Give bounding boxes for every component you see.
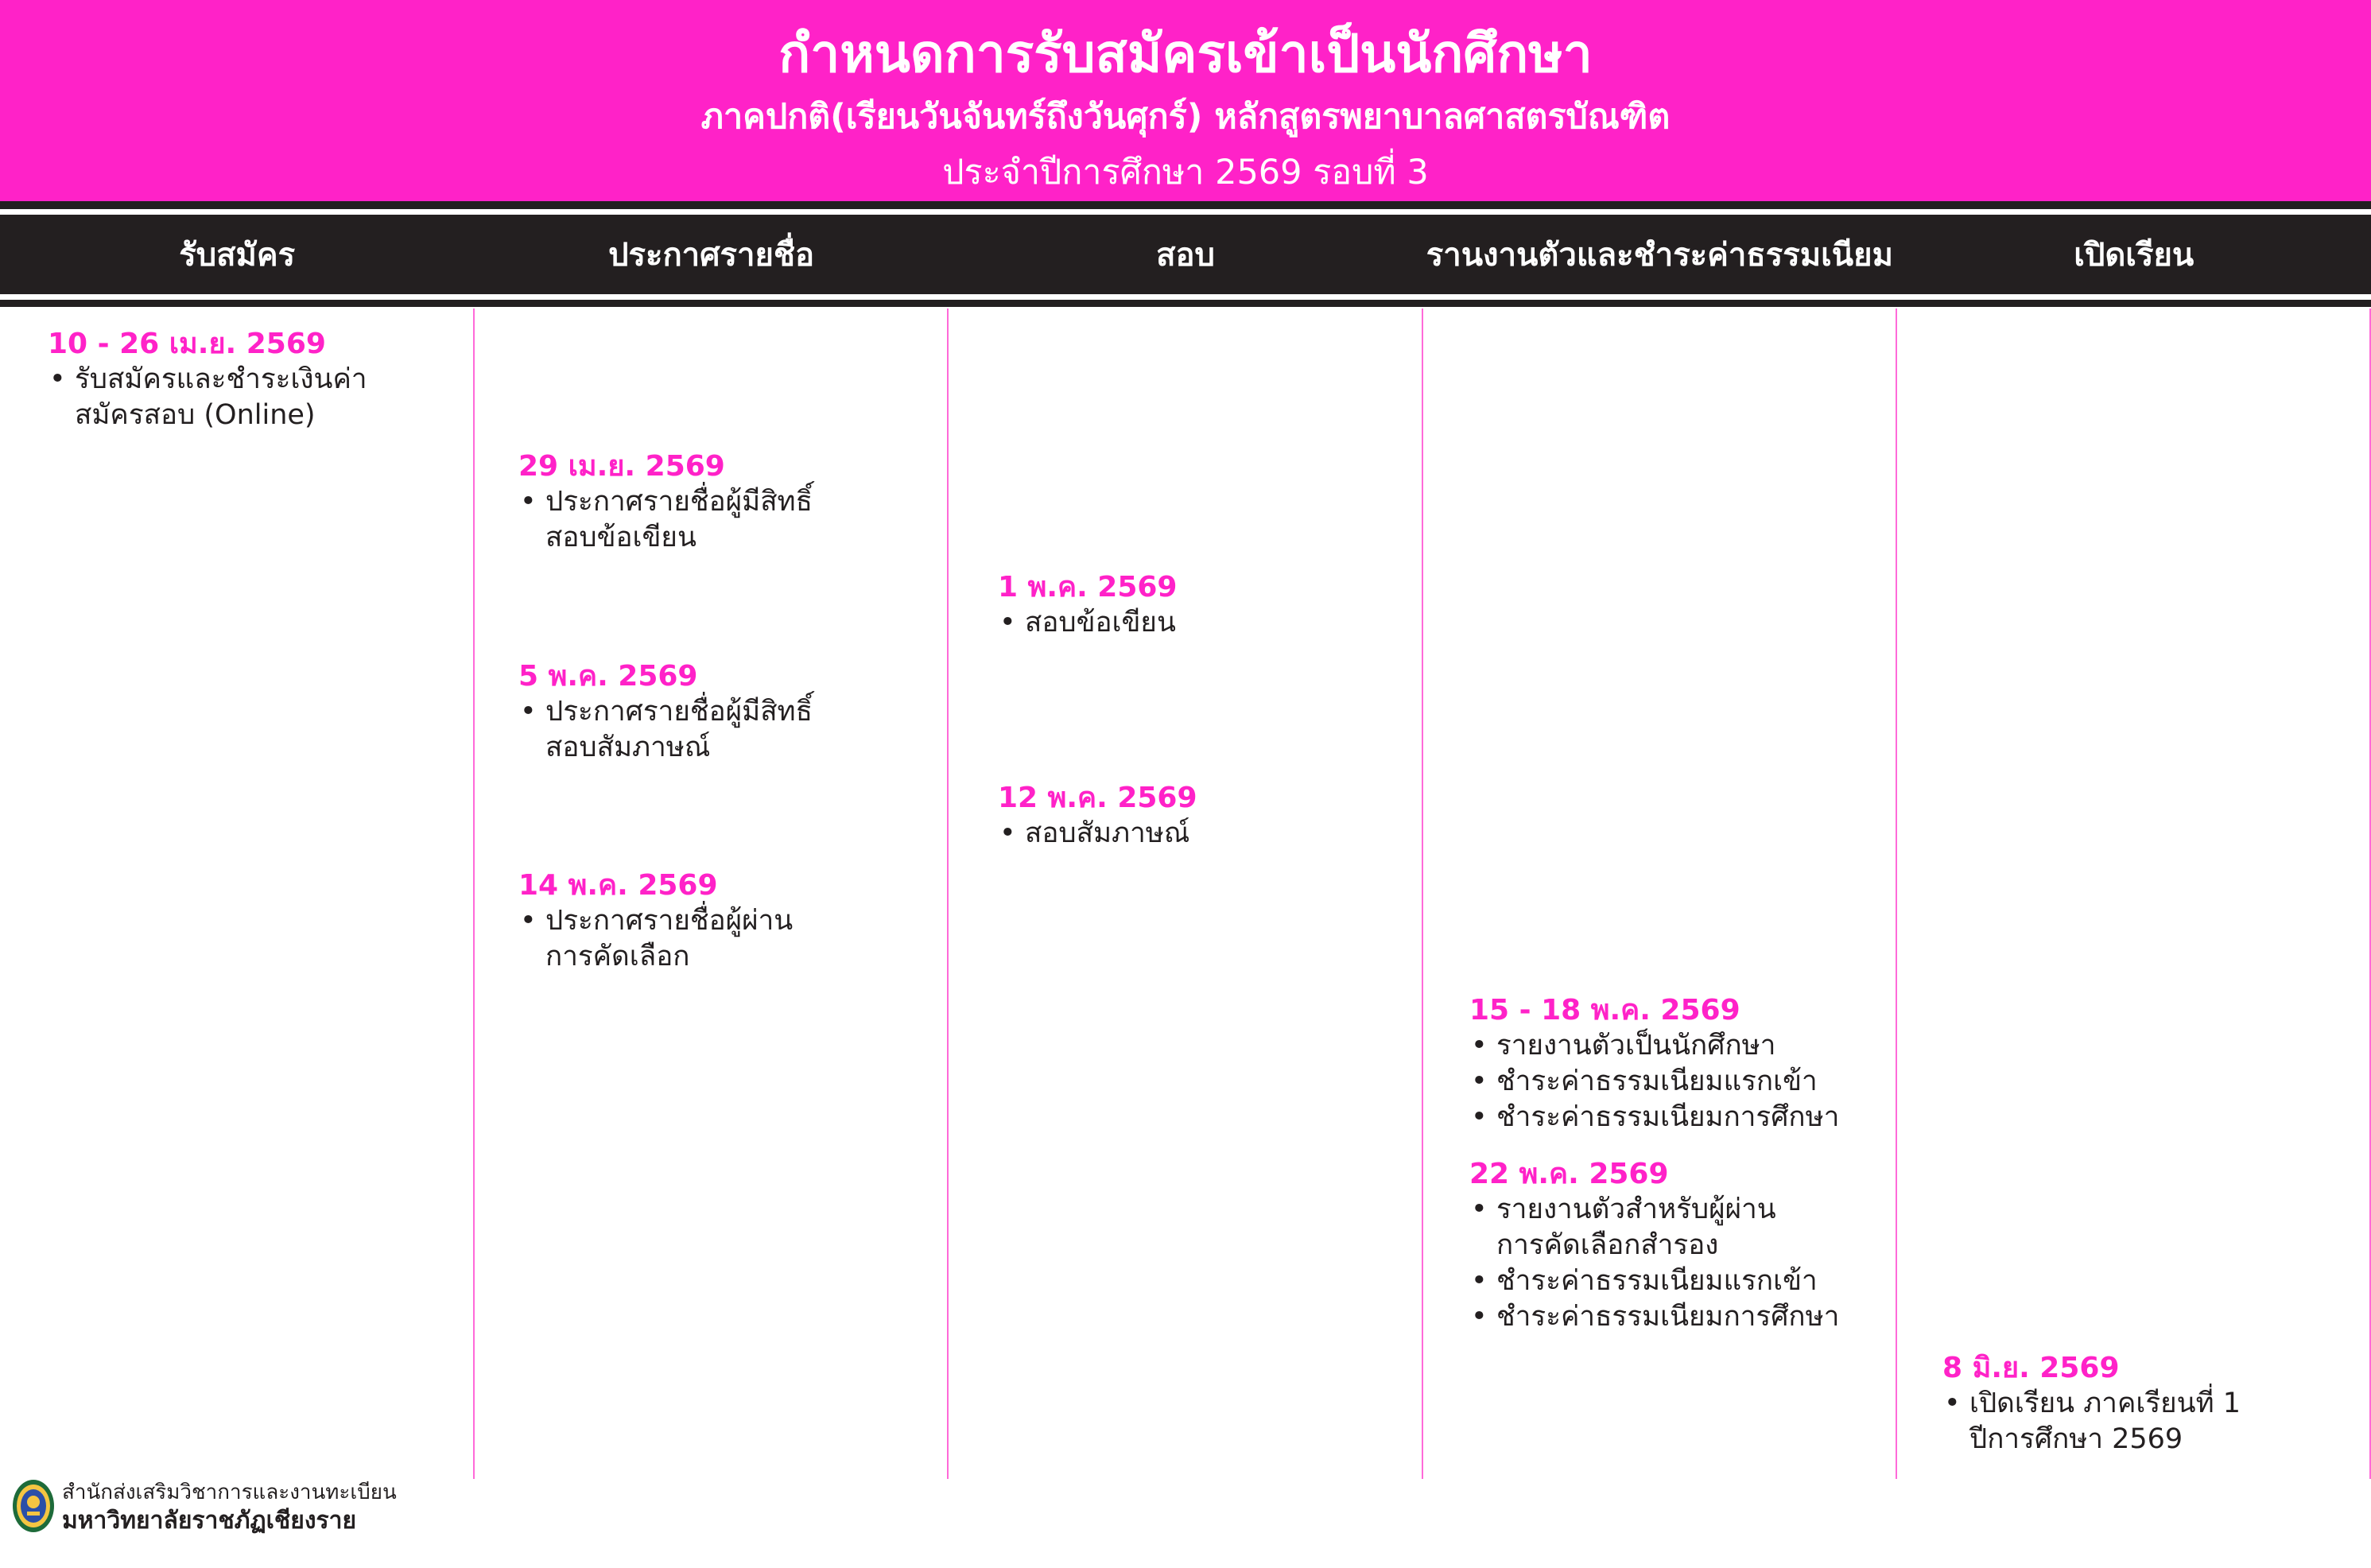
event-date: 22 พ.ค. 2569: [1469, 1158, 1669, 1190]
event-item: • ประกาศรายชื่อผู้มีสิทธิ์: [518, 484, 813, 520]
event-item: • ชำระค่าธรรมเนียมการศึกษา: [1469, 1100, 1839, 1135]
event-written-exam-eligible: [518, 448, 813, 556]
event-written-exam: [998, 569, 1177, 641]
event-item-continued: ปีการศึกษา 2569: [1969, 1423, 2183, 1455]
event-interview-exam: [998, 780, 1197, 852]
header-banner: [0, 0, 2371, 201]
event-interview-eligible: [518, 658, 813, 766]
event-item: • สอบข้อเขียน: [998, 605, 1177, 641]
event-date: 5 พ.ค. 2569: [518, 660, 698, 693]
event-date: 8 มิ.ย. 2569: [1942, 1352, 2120, 1384]
event-item: • รายงานตัวสำหรับผู้ผ่าน: [1469, 1192, 1839, 1228]
event-item: • เปิดเรียน ภาคเรียนที่ 1: [1942, 1386, 2241, 1422]
event-item: • ประกาศรายชื่อผู้ผ่าน: [518, 903, 793, 939]
column-header-announcement: ประกาศรายชื่อ: [608, 237, 815, 274]
footer: [11, 1475, 425, 1539]
column-divider: [473, 309, 475, 1479]
event-item-continued: การคัดเลือก: [545, 941, 690, 972]
header-divider: [0, 201, 2371, 209]
academic-year-line: ประจำปีการศึกษา 2569 รอบที่ 3: [942, 153, 1429, 192]
event-date: 15 - 18 พ.ค. 2569: [1469, 994, 1740, 1027]
column-header-exam: สอบ: [1156, 237, 1215, 274]
column-header-report-and-fees: รานงานตัวและชำระค่าธรรมเนียม: [1426, 237, 1893, 274]
event-item-continued: สมัครสอบ (Online): [75, 399, 316, 431]
event-application-period: [48, 326, 367, 433]
event-item-continued: สอบสัมภาษณ์: [545, 732, 711, 763]
page-subtitle: ภาคปกติ(เรียนวันจันทร์ถึงวันศุกร์) หลักสูตรพยาบาลศาสตรบัณฑิต: [700, 97, 1671, 137]
column-divider: [1422, 309, 1423, 1479]
event-item: • ชำระค่าธรรมเนียมแรกเข้า: [1469, 1263, 1839, 1299]
schedule-grid: [0, 309, 2371, 1479]
column-header-semester-start: เปิดเรียน: [2074, 237, 2194, 274]
event-selected-list: [518, 867, 793, 975]
column-divider: [947, 309, 949, 1479]
event-item: • รายงานตัวเป็นนักศึกษา: [1469, 1028, 1839, 1064]
university-seal-icon: [11, 1478, 56, 1534]
event-date: 29 เม.ย. 2569: [518, 450, 725, 483]
event-date: 12 พ.ค. 2569: [998, 782, 1197, 814]
column-header-application: รับสมัคร: [179, 237, 296, 274]
event-report-and-fees: [1469, 992, 1839, 1135]
event-reserve-report-and-fees: [1469, 1156, 1839, 1335]
event-item-continued: การคัดเลือกสำรอง: [1496, 1229, 1719, 1261]
event-item-continued: สอบข้อเขียน: [545, 522, 697, 553]
office-name: สำนักส่งเสริมวิชาการและงานทะเบียน: [62, 1481, 397, 1504]
event-item: • รับสมัครและชำระเงินค่า: [48, 362, 367, 398]
column-bar-divider: [0, 300, 2371, 307]
event-date: 1 พ.ค. 2569: [998, 571, 1178, 604]
event-item: • ชำระค่าธรรมเนียมแรกเข้า: [1469, 1064, 1839, 1100]
event-date: 10 - 26 เม.ย. 2569: [48, 328, 326, 360]
university-name: มหาวิทยาลัยราชภัฏเชียงราย: [62, 1507, 357, 1535]
event-item: • ชำระค่าธรรมเนียมการศึกษา: [1469, 1299, 1839, 1335]
event-item: • ประกาศรายชื่อผู้มีสิทธิ์: [518, 694, 813, 730]
column-divider: [1896, 309, 1897, 1479]
event-item: • สอบสัมภาษณ์: [998, 816, 1197, 852]
column-header-bar: [0, 215, 2371, 294]
page-title: กำหนดการรับสมัครเข้าเป็นนักศึกษา: [778, 23, 1593, 84]
event-date: 14 พ.ค. 2569: [518, 869, 718, 902]
event-semester-start: [1942, 1350, 2241, 1457]
